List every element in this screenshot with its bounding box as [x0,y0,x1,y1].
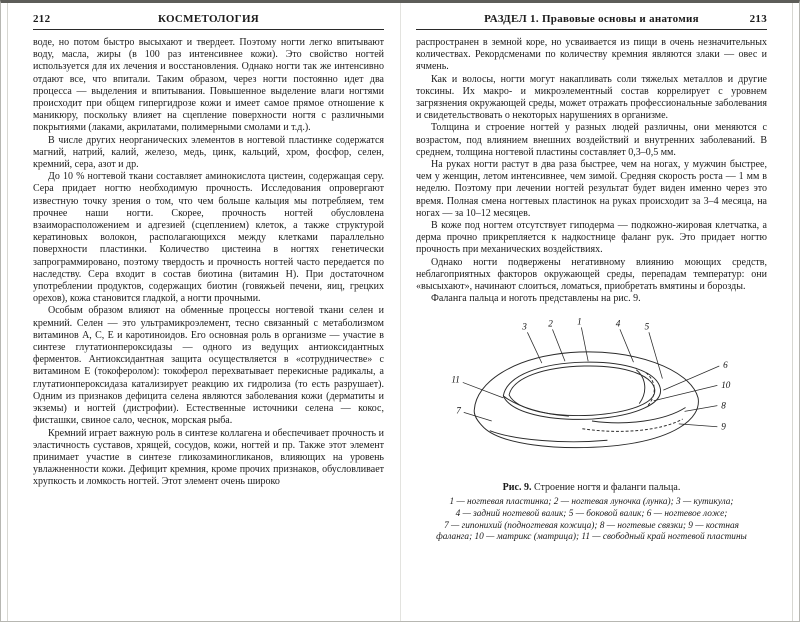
paragraph: Особым образом влияют на обменные процессы ногтевой ткани селен и кремний. Селен — это ультрамикроэлемент, тесно связанный с метаболизмом витаминов А, С, Е и каротиноидов. Его основная роль в организме — участие в синтезе глутатионпероксидазы — одного из ведущих антиоксидантных ферментов. Антиоксидантная защита осуществляется в «сотрудничестве» с витамином Е (токоферолом): токоферол перехватывает перекисные радикалы, а глутатионпероксидаза катализирует реакцию их гидролиза (то есть разрушает). Одним из признаков дефицита селена являются заболевания кожи (дерматиты и экземы) и ногтей (дистрофии). Естественные источники селена — кокос, фисташки, свиное сало, чеснок, морская рыба. [33,305,384,427]
paragraph: Однако ногти подвержены негативному влиянию моющих средств, неблагоприятных факторов окружающей среды, перепадам температур: они «высыхают», начинают слоиться, ломаться, приобретать вмятины и борозды. [416,256,767,293]
bone-phalanx-dashed [582,420,682,432]
page-number-left: 212 [33,13,51,25]
callout-1: 1 [576,317,582,328]
paragraph: В коже под ногтем отсутствует гиподерма — подкожно-жировая клетчатка, а дерма прочно прикрепляется к надкостнице фаланг рук. Это придает ногтю прочность при механических воздействиях. [416,220,767,256]
finger-pad-crease [489,431,607,442]
callout-10: 10 [720,380,730,391]
figure-caption [416,482,767,495]
leader-10 [653,386,717,401]
page-edge-right [792,3,793,621]
callout-4: 4 [615,318,620,329]
callout-2: 2 [547,318,553,329]
callout-6: 6 [722,360,728,371]
figure-9 [416,313,767,544]
leader-5 [648,333,662,379]
figure-caption-label: Рис. 9. [502,482,532,494]
page-header-right [416,13,767,30]
nail-plate-inner-line [509,366,655,416]
page-header-left [33,13,384,30]
paragraph: воде, но потом быстро высыхают и твердеет. Поэтому ногти легко впитывают воду, масла, жиры (в 100 раз интенсивнее кожи). Это свойство ногтей используется для их лечения и восстановления. Однако ногти так же интенсивно отдают все, что впитали. Таким образом, через ногти постоянно идет два процесса — выделения и впитывания. Повышенное выделение влаги ногтями происходит при общем гипергидрозе кожи и имеет самое прямое отношение к маникюру, поскольку влияет на сцепление поверхности ногтя с различными покрытиями (лаками, акрилатами, полимерными смолами и т.д.). [33,37,384,134]
paragraph: Кремний играет важную роль в синтезе коллагена и обеспечивает прочность и эластичность суставов, хрящей, сосудов, кожи, ногтей и пр. Также этот элемент принимает участие в синтезе гликозаминогликанов, влияющих на уровень увлажненности кожи. Дефицит кремния, кроме прочих признаков, обусловливает хрупкость и ломкость ногтей. Этот элемент очень широко [33,427,384,488]
callout-8: 8 [720,400,726,411]
leader-1 [581,328,588,362]
nail-anatomy-diagram [442,313,742,475]
paragraph: распространен в земной коре, но усваивается из пищи в очень незначительных количествах. Рекордсменами по количеству кремния являются злаки — овес и ячмень. [416,37,767,73]
callout-3: 3 [521,321,527,332]
page-gutter [400,3,401,621]
leader-9 [678,424,717,427]
body-text-right [416,37,767,305]
leader-11 [462,383,503,398]
callout-7: 7 [455,405,461,416]
page-number-right: 213 [749,13,767,25]
running-title-left: КОСМЕТОЛОГИЯ [157,13,260,25]
figure-caption-title: Строение ногтя и фаланги пальца. [533,482,681,494]
paragraph: Фаланга пальца и ноготь представлены на рис. 9. [431,293,641,305]
bone-phalanx-line [592,408,686,423]
figure-legend [416,497,767,544]
paragraph: На руках ногти растут в два раза быстрее, чем на ногах, у мужчин быстрее, чем у женщин, летом интенсивнее, чем зимой. Средняя скорость роста — 1 мм в неделю. Поэтому при лечении ногтей результат будет виден именно через это время. Полная смена ногтевых пластинок на руках происходит за 3–4 месяца, на ногах — за 10–12 месяцев. [416,159,767,219]
paragraph: Толщина и строение ногтей у разных людей различны, они меняются с возрастом, под влиянием внешних воздействий и внутренних заболеваний. В среднем, толщина ногтевой пластины составляет 0,3–0,5 мм. [416,122,767,158]
callout-11: 11 [450,374,460,385]
figure-legend-line: 4 — задний ногтевой валик; 5 — боковой валик; 6 — ногтевое ложе; [455,508,728,519]
paragraph: До 10 % ногтевой ткани составляет аминокислота цистеин, содержащая серу. Сера придает ногтю необходимую прочность. Исследования опровергают известную точку зрения о том, что чем больше кальция мы потребляем, тем прочнее наши ногти. Скорее, прочность ногтей обусловлена взаиморасположением и адгезией (сцеплением) клеток, а также структурой кератиновых волокон, располагающихся между клетками параллельно поверхности пластинки. Количество цистеина в ногтях генетически запрограммировано, поэтому твердость и прочность ногтей часто передается по наследству. Сера входит в состав биотина (витамин Н). При достаточном употреблении продуктов, содержащих биотин (говяжьей печени, яиц, грецких орехов), кожа становится гладкой, а ногти прочными. [33,171,384,305]
page-left [1,3,400,621]
callout-9: 9 [720,422,726,433]
page-edge-left [7,3,8,621]
callout-5: 5 [644,321,649,332]
leader-8 [684,406,717,412]
leader-4 [619,330,633,363]
running-title-right: РАЗДЕЛ 1. Правовые основы и анатомия [484,13,699,25]
figure-legend-line: 7 — гипонихий (подногтевая кожица); 8 — ногтевые связки; 9 — костная [444,520,739,531]
figure-legend-line: фаланга; 10 — матрикс (матрица); 11 — свободный край ногтевой пластины [436,532,747,543]
figure-legend-line: 1 — ногтевая пластинка; 2 — ногтевая луночка (лунка); 3 — кутикула; [449,496,734,507]
paragraph: Как и волосы, ногти могут накапливать соли тяжелых металлов и другие токсины. Их макро- и микроэлементный состав коррелирует с уровнем загрязнения окружающей среды, может отражать профессиональные заболевания и свидетельствовать о некоторых нарушениях в организме. [416,73,767,122]
paragraph: В числе других неорганических элементов в ногтевой пластинке содержатся магний, натрий, калий, железо, медь, цинк, кальций, хром, фосфор, селен, кремний, сера, азот и др. [33,134,384,171]
lunula-arc [636,370,644,404]
leader-2 [552,330,565,362]
body-text-left [33,37,384,489]
page-right [400,3,799,621]
